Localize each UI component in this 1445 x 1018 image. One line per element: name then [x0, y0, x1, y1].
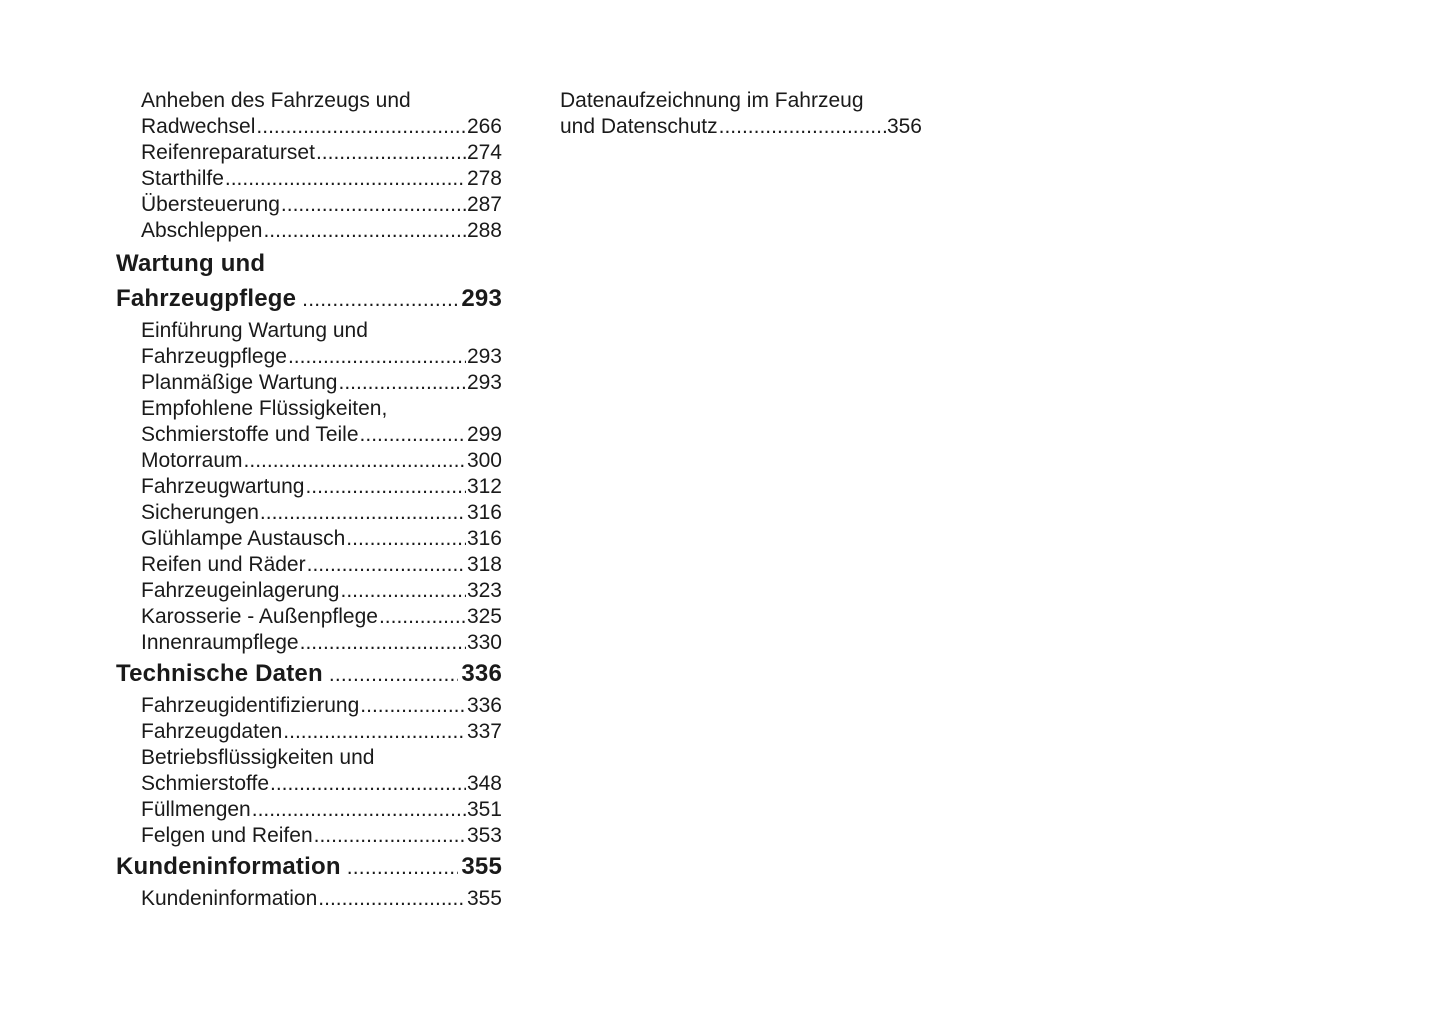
toc-entry[interactable] [116, 552, 502, 578]
toc-entry[interactable] [116, 604, 502, 630]
toc-section-heading-line [116, 247, 502, 281]
toc-page-number: 274 [466, 141, 502, 164]
toc-entry[interactable] [116, 526, 502, 552]
toc-page-number: 325 [466, 605, 502, 628]
toc-entry[interactable] [116, 630, 502, 656]
toc-entry-title: Planmäßige Wartung [141, 371, 338, 394]
leader-dots [302, 282, 458, 318]
toc-page-number: 312 [466, 475, 502, 498]
toc-entry[interactable] [116, 797, 502, 823]
toc-page-number: 316 [466, 527, 502, 550]
toc-section-title: Kundeninformation [116, 853, 341, 880]
toc-section-heading[interactable] [116, 849, 502, 886]
toc-entry-title: Fahrzeugpflege [141, 345, 287, 368]
toc-entry[interactable] [116, 114, 502, 140]
toc-page-number: 351 [466, 798, 502, 821]
toc-page-number: 348 [466, 772, 502, 795]
toc-entry-title: Starthilfe [141, 167, 224, 190]
toc-entry-title: Fahrzeugeinlagerung [141, 579, 340, 602]
toc-section-page-number: 293 [461, 285, 502, 312]
toc-section-heading[interactable] [116, 656, 502, 693]
toc-entry-line [116, 396, 502, 422]
toc-entry[interactable] [116, 719, 502, 745]
leader-dots [281, 192, 466, 218]
leader-dots [329, 657, 459, 693]
leader-dots [307, 552, 466, 578]
leader-dots [225, 166, 466, 192]
toc-entry[interactable] [116, 218, 502, 244]
toc-page-number: 318 [466, 553, 502, 576]
leader-dots [346, 526, 466, 552]
leader-dots [260, 500, 466, 526]
toc-section-title: Fahrzeugpflege [116, 285, 297, 312]
toc-entry-title: Betriebsflüssigkeiten und [141, 746, 375, 769]
toc-entry-title: Karosserie - Außenpflege [141, 605, 378, 628]
leader-dots [360, 422, 466, 448]
toc-entry[interactable] [116, 578, 502, 604]
toc-entry-title: Empfohlene Flüssigkeiten, [141, 397, 388, 420]
toc-page-number: 336 [466, 694, 502, 717]
leader-dots [300, 630, 466, 656]
toc-page-number: 330 [466, 631, 502, 654]
toc-entry-line [116, 318, 502, 344]
leader-dots [719, 114, 886, 140]
toc-page-number: 355 [466, 887, 502, 910]
toc-page-number: 323 [466, 579, 502, 602]
toc-entry[interactable] [116, 370, 502, 396]
leader-dots [270, 771, 466, 797]
toc-page-number: 337 [466, 720, 502, 743]
toc-entry-title: Einführung Wartung und [141, 319, 368, 342]
toc-section-title: Technische Daten [116, 660, 323, 687]
leader-dots [283, 719, 466, 745]
toc-entry-title: Schmierstoffe und Teile [141, 423, 359, 446]
leader-dots [263, 218, 466, 244]
leader-dots [314, 823, 466, 849]
toc-entry-title: Sicherungen [141, 501, 259, 524]
toc-page-number: 299 [466, 423, 502, 446]
toc-section-title: Wartung und [116, 250, 266, 277]
toc-entry[interactable] [116, 192, 502, 218]
leader-dots [347, 850, 459, 886]
toc-entry-title: Reifen und Räder [141, 553, 306, 576]
toc-entry[interactable] [116, 823, 502, 849]
leader-dots [252, 797, 466, 823]
leader-dots [318, 886, 466, 912]
toc-page-number: 278 [466, 167, 502, 190]
toc-entry[interactable] [116, 448, 502, 474]
toc-page-number: 287 [466, 193, 502, 216]
toc-page-number: 353 [466, 824, 502, 847]
toc-entry[interactable] [116, 166, 502, 192]
toc-entry-title: Anheben des Fahrzeugs und [141, 89, 411, 112]
toc-page-number: 356 [886, 115, 922, 138]
toc-entry-line [116, 88, 502, 114]
toc-entry-title: Reifenreparaturset [141, 141, 315, 164]
toc-entry[interactable] [116, 500, 502, 526]
toc-entry[interactable] [116, 344, 502, 370]
toc-page-number: 293 [466, 371, 502, 394]
toc-right-column [560, 88, 922, 140]
toc-entry[interactable] [116, 140, 502, 166]
leader-dots [305, 474, 466, 500]
leader-dots [379, 604, 466, 630]
toc-page-number: 266 [466, 115, 502, 138]
toc-entry[interactable] [116, 422, 502, 448]
toc-entry-title: Felgen und Reifen [141, 824, 313, 847]
toc-entry-title: Schmierstoffe [141, 772, 269, 795]
toc-section-heading[interactable] [116, 281, 502, 318]
toc-page-number: 300 [466, 449, 502, 472]
toc-entry[interactable] [116, 771, 502, 797]
toc-entry-title: Kundeninformation [141, 887, 318, 910]
toc-page-number: 288 [466, 219, 502, 242]
leader-dots [360, 693, 466, 719]
toc-entry-line [560, 88, 922, 114]
leader-dots [316, 140, 466, 166]
toc-entry-title: Glühlampe Austausch [141, 527, 346, 550]
leader-dots [288, 344, 466, 370]
toc-entry-title: Motorraum [141, 449, 243, 472]
toc-entry[interactable] [116, 474, 502, 500]
leader-dots [244, 448, 466, 474]
toc-page-number: 316 [466, 501, 502, 524]
toc-entry-title: Radwechsel [141, 115, 256, 138]
toc-entry[interactable] [560, 114, 922, 140]
toc-entry-title: Datenaufzeichnung im Fahrzeug [560, 89, 864, 112]
toc-entry-title: Abschleppen [141, 219, 263, 242]
leader-dots [256, 114, 466, 140]
toc-left-column [116, 88, 502, 912]
toc-entry-title: Übersteuerung [141, 193, 280, 216]
toc-section-page-number: 355 [461, 853, 502, 880]
toc-entry-line [116, 745, 502, 771]
toc-entry-title: und Datenschutz [560, 115, 718, 138]
leader-dots [340, 578, 465, 604]
toc-entry-title: Füllmengen [141, 798, 251, 821]
leader-dots [338, 370, 465, 396]
toc-page-number: 293 [466, 345, 502, 368]
toc-entry-title: Fahrzeugdaten [141, 720, 283, 743]
toc-entry[interactable] [116, 886, 502, 912]
toc-entry-title: Innenraumpflege [141, 631, 299, 654]
toc-entry-title: Fahrzeugidentifizierung [141, 694, 360, 717]
toc-entry[interactable] [116, 693, 502, 719]
toc-entry-title: Fahrzeugwartung [141, 475, 305, 498]
toc-section-page-number: 336 [461, 660, 502, 687]
